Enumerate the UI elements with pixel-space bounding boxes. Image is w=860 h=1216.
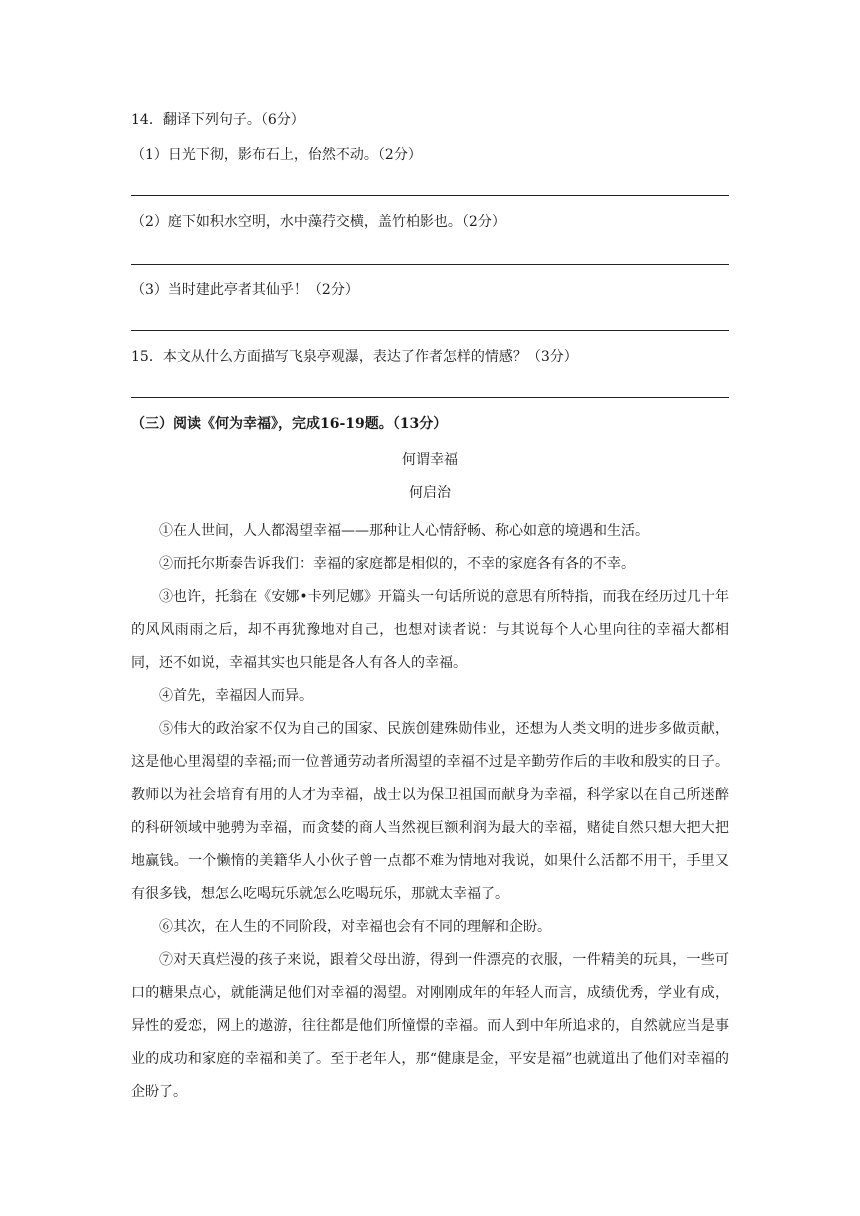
- article-title: 何谓幸福: [402, 452, 458, 468]
- question-15-title: 15．本文从什么方面描写飞泉亭观瀑，表达了作者怎样的情感？（3分）: [131, 349, 578, 365]
- answer-line-14-3: [131, 330, 729, 331]
- answer-line-15: [131, 397, 729, 398]
- article-author: 何启治: [409, 485, 451, 501]
- answer-line-14-2: [131, 264, 729, 265]
- question-14-title: 14．翻译下列句子。（6分）: [131, 112, 305, 128]
- paragraph-2: ②而托尔斯泰告诉我们：幸福的家庭都是相似的，不幸的家庭各有各的不幸。: [159, 556, 635, 572]
- paragraph-3: ③也许，托翁在《安娜•卡列尼娜》开篇头一句话所说的意思有所特指，而我在经历过几十年的风风雨雨之后，却不再犹豫地对自己，也想对读者说：与其说每个人心里向往的幸福大都相同，还不如说，幸福其实也只能是各人有各人的幸福。: [131, 589, 729, 671]
- question-14-item-2: （2）庭下如积水空明，水中藻荇交横，盖竹柏影也。（2分）: [131, 214, 506, 230]
- question-14-item-3: （3）当时建此亭者其仙乎！（2分）: [131, 282, 359, 298]
- section-3-heading: （三）阅读《何为幸福》，完成16-19题。（13分）: [131, 416, 448, 432]
- question-14-item-1: （1）日光下彻，影布石上，佁然不动。（2分）: [131, 147, 422, 163]
- paragraph-6: ⑥其次，在人生的不同阶段，对幸福也会有不同的理解和企盼。: [159, 919, 551, 935]
- paragraph-4: ④首先，幸福因人而异。: [159, 688, 313, 704]
- answer-line-14-1: [131, 195, 729, 196]
- article-body: [131, 515, 729, 1109]
- paragraph-7: ⑦对天真烂漫的孩子来说，跟着父母出游，得到一件漂亮的衣服，一件精美的玩具，一些可口的糖果点心，就能满足他们对幸福的渴望。对刚刚成年的年轻人而言，成绩优秀，学业有成，异性的爱恋，网上的遨游，往往都是他们所憧憬的幸福。而人到中年所追求的，自然就应当是事业的成功和家庭的幸福和美了。至于老年人，那“健康是金，平安是福”也就道出了他们对幸福的企盼了。: [131, 952, 729, 1100]
- paragraph-5: ⑤伟大的政治家不仅为自己的国家、民族创建殊勋伟业，还想为人类文明的进步多做贡献，这是他心里渴望的幸福;而一位普通劳动者所渴望的幸福不过是辛勤劳作后的丰收和殷实的日子。教师以为社会培育有用的人才为幸福，战士以为保卫祖国而献身为幸福，科学家以在自己所迷醉的科研领域中驰骋为幸福，而贪婪的商人当然视巨额利润为最大的幸福，赌徒自然只想大把大把地赢钱。一个懒惰的美籍华人小伙子曾一点都不难为情地对我说，如果什么活都不用干，手里又有很多钱，想怎么吃喝玩乐就怎么吃喝玩乐，那就太幸福了。: [131, 721, 729, 902]
- paragraph-1: ①在人世间，人人都渴望幸福——那种让人心情舒畅、称心如意的境遇和生活。: [159, 523, 649, 539]
